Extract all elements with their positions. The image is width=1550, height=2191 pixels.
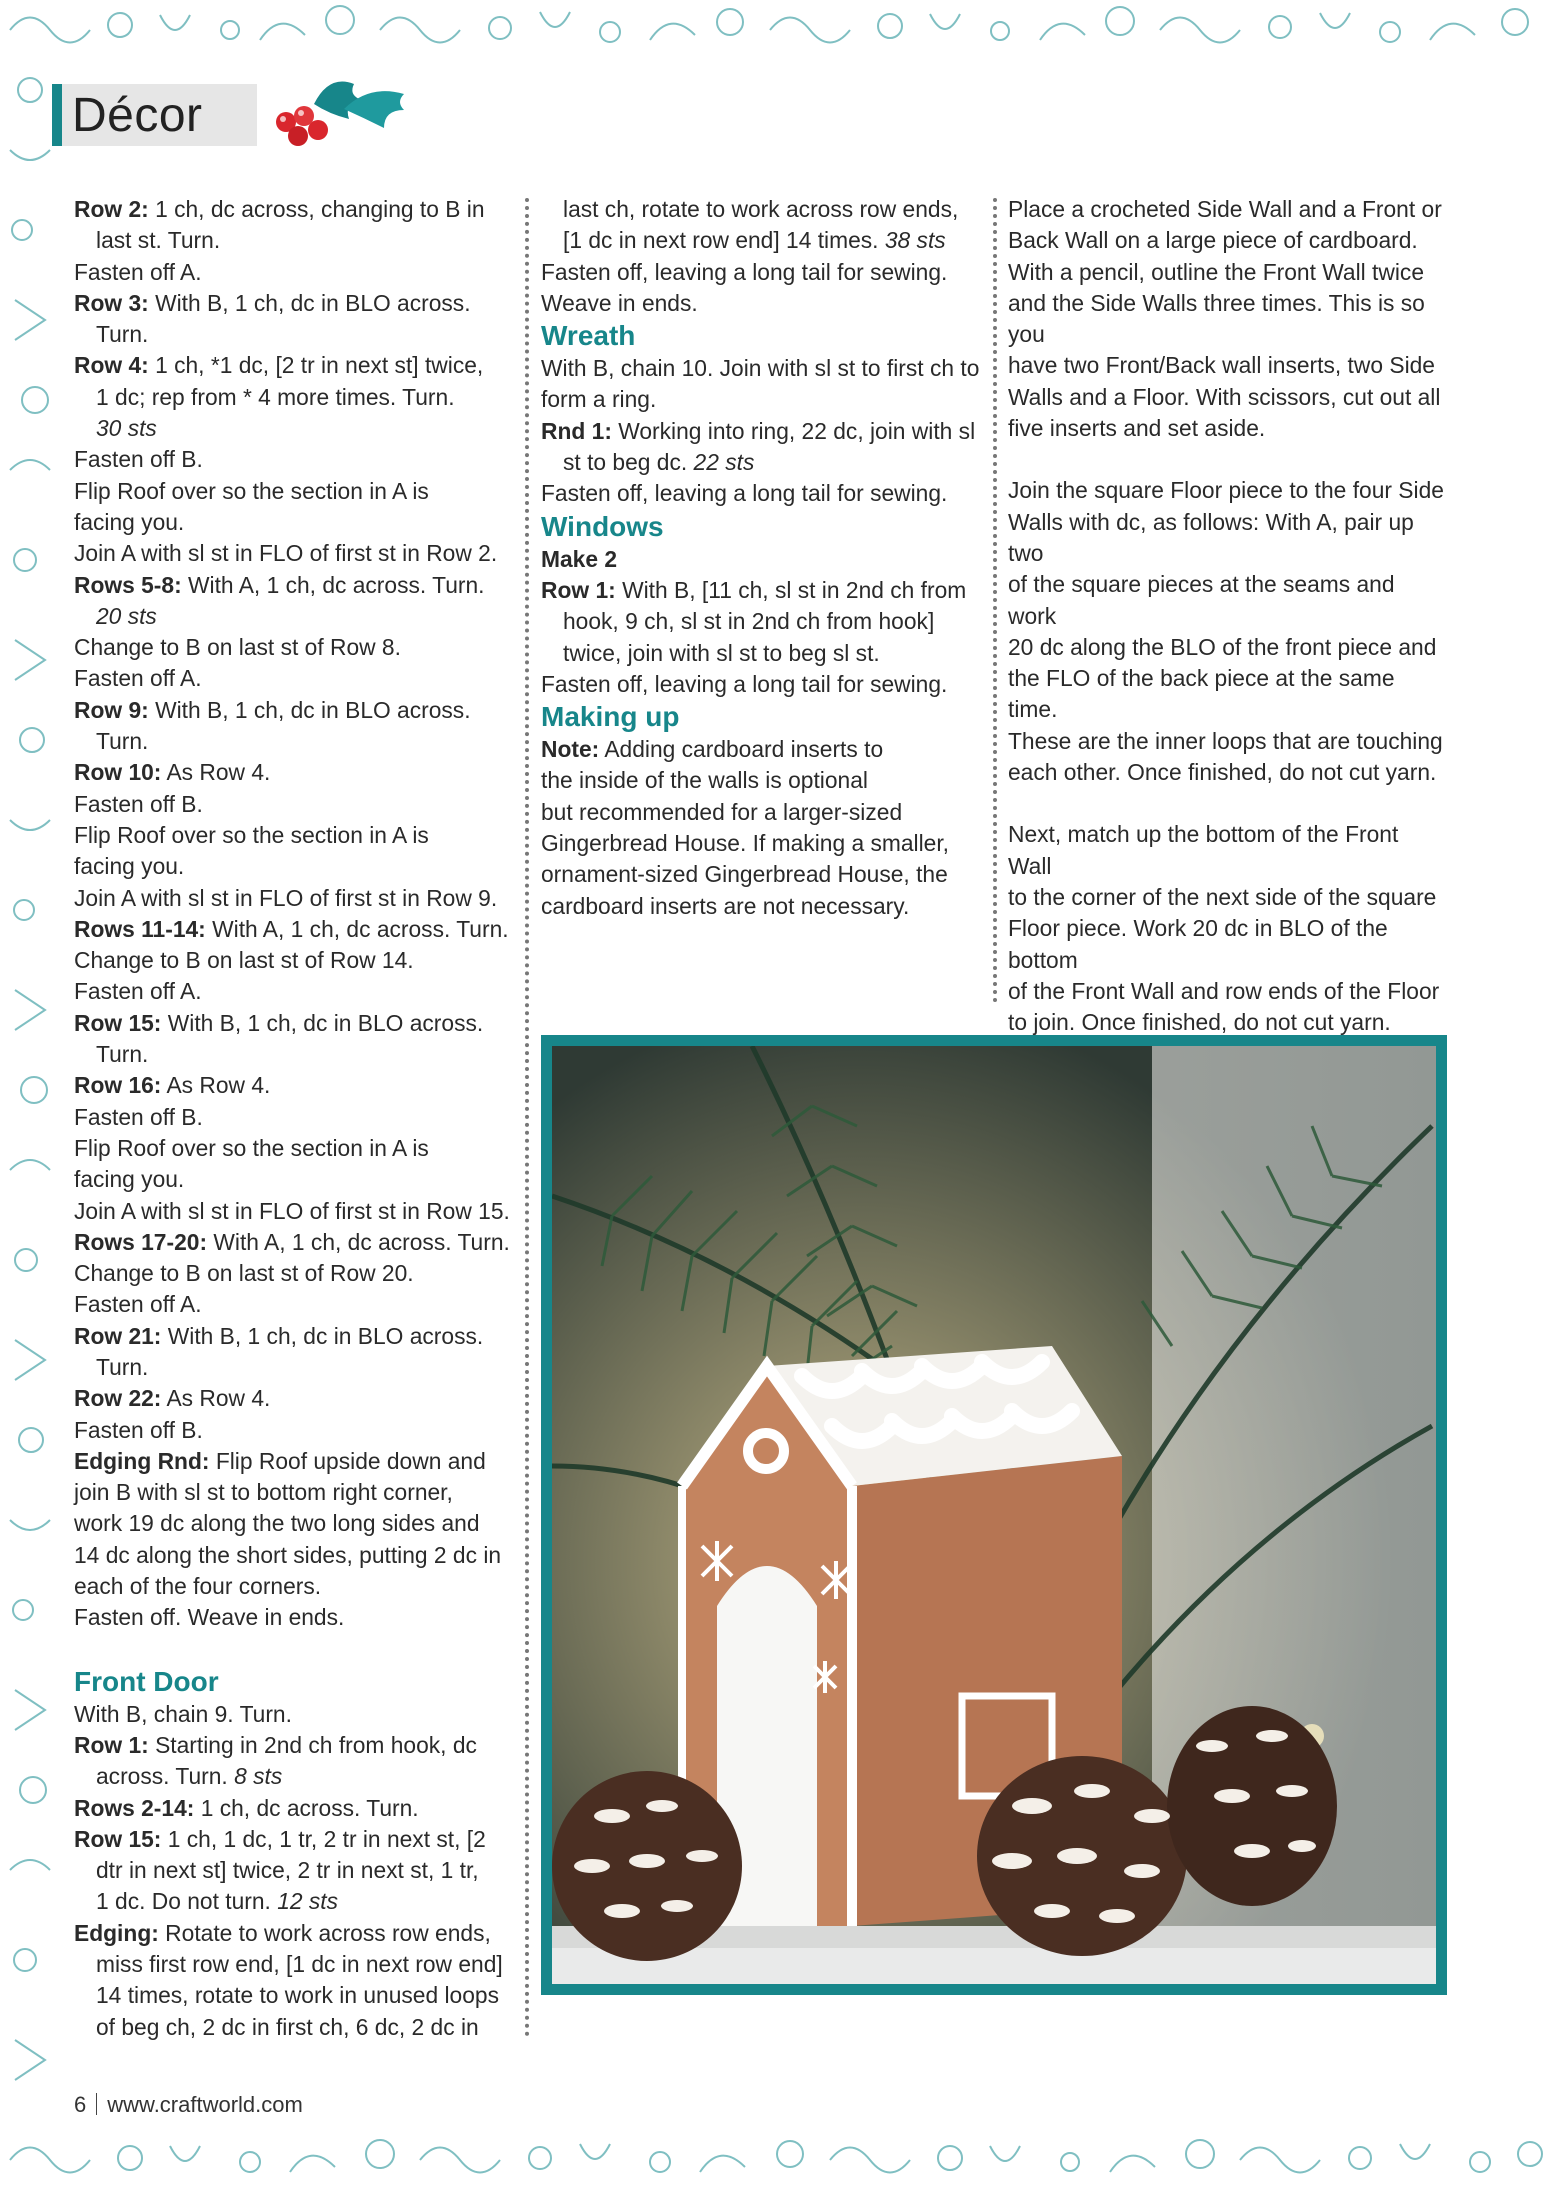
pattern-line bbox=[74, 663, 514, 694]
instruction-text: facing you. bbox=[74, 1166, 185, 1193]
pattern-line bbox=[541, 544, 981, 575]
pattern-line bbox=[74, 1730, 514, 1761]
instruction-text: With B, chain 9. Turn. bbox=[74, 1700, 292, 1727]
pattern-line bbox=[74, 1918, 514, 1949]
pattern-line bbox=[74, 632, 514, 663]
pattern-line bbox=[74, 444, 514, 475]
pattern-line bbox=[541, 765, 981, 796]
holly-icon bbox=[274, 64, 414, 164]
pattern-line bbox=[74, 789, 514, 820]
pattern-line bbox=[1008, 413, 1448, 444]
instruction-text: Floor piece. Work 20 dc in BLO of the bottom bbox=[1008, 915, 1388, 973]
pattern-line bbox=[541, 828, 981, 859]
pattern-line bbox=[1008, 976, 1448, 1007]
instruction-text: 1 ch, dc across, changing to B in bbox=[148, 196, 485, 222]
gingerbread-house-illustration bbox=[552, 1046, 1436, 1984]
pattern-line bbox=[74, 1793, 514, 1824]
pattern-line bbox=[74, 570, 514, 601]
pattern-line bbox=[1008, 819, 1448, 882]
pattern-line bbox=[74, 2012, 514, 2043]
instruction-text: 20 sts bbox=[96, 602, 157, 629]
pattern-line bbox=[541, 257, 981, 288]
pattern-line bbox=[74, 976, 514, 1007]
pattern-line bbox=[1008, 569, 1448, 632]
instruction-text: facing you. bbox=[74, 853, 185, 880]
instruction-label: Row 4: bbox=[74, 352, 149, 379]
instruction-label: Edging: bbox=[74, 1919, 159, 1946]
instruction-text: Back Wall on a large piece of cardboard. bbox=[1008, 227, 1418, 254]
section-heading: Wreath bbox=[541, 320, 636, 352]
pattern-line bbox=[74, 757, 514, 788]
pattern-line bbox=[74, 1289, 514, 1320]
instruction-text: Walls and a Floor. With scissors, cut out all bbox=[1008, 383, 1441, 410]
instruction-text: With a pencil, outline the Front Wall twice bbox=[1008, 258, 1424, 285]
instruction-label: Row 1: bbox=[74, 1731, 149, 1758]
instruction-text: Fasten off B. bbox=[74, 790, 203, 817]
pattern-column-2 bbox=[541, 194, 981, 922]
pattern-line bbox=[74, 1699, 514, 1730]
pattern-line bbox=[541, 797, 981, 828]
pattern-line bbox=[541, 859, 981, 890]
pattern-line bbox=[74, 1949, 514, 1980]
section-heading: Front Door bbox=[74, 1665, 219, 1697]
instruction-text: Change to B on last st of Row 20. bbox=[74, 1260, 414, 1287]
instruction-text: With B, chain 10. Join with sl st to first ch to bbox=[541, 355, 980, 382]
instruction-text: Turn. bbox=[96, 321, 149, 348]
instruction-text: 1 ch, dc across. Turn. bbox=[194, 1794, 419, 1821]
instruction-text: the inside of the walls is optional bbox=[541, 767, 868, 794]
instruction-text: As Row 4. bbox=[161, 759, 271, 786]
instruction-label: Rows 11-14: bbox=[74, 915, 206, 942]
instruction-label: Row 16: bbox=[74, 1072, 162, 1099]
instruction-text: of the Front Wall and row ends of the Floor bbox=[1008, 977, 1440, 1004]
instruction-text: Fasten off B. bbox=[74, 1416, 203, 1443]
pattern-line bbox=[74, 1508, 514, 1539]
pattern-line bbox=[541, 575, 981, 606]
instruction-text: each other. Once finished, do not cut yarn. bbox=[1008, 759, 1437, 786]
pattern-line bbox=[74, 1383, 514, 1414]
instruction-text: Join A with sl st in FLO of first st in Row 9. bbox=[74, 884, 498, 911]
pattern-line bbox=[74, 1855, 514, 1886]
instruction-text: last ch, rotate to work across row ends, bbox=[563, 196, 959, 222]
pattern-line bbox=[541, 384, 981, 415]
instruction-text: Fasten off A. bbox=[74, 258, 202, 285]
instruction-text: Flip Roof over so the section in A is bbox=[74, 1134, 429, 1161]
pattern-line bbox=[1008, 726, 1448, 757]
instruction-text: Fasten off B. bbox=[74, 1103, 203, 1130]
instruction-text: Weave in ends. bbox=[541, 289, 698, 316]
instruction-text: join B with sl st to bottom right corner, bbox=[74, 1479, 453, 1506]
swirl-pattern-icon bbox=[0, 0, 1550, 60]
instruction-text: last st. Turn. bbox=[96, 227, 221, 254]
instruction-text: 1 dc; rep from * 4 more times. Turn. bbox=[96, 383, 455, 410]
instruction-text: Rotate to work across row ends, bbox=[158, 1919, 491, 1946]
instruction-text: form a ring. bbox=[541, 386, 657, 413]
section-heading: Making up bbox=[541, 701, 680, 733]
pattern-line bbox=[74, 1070, 514, 1101]
instruction-text: With A, 1 ch, dc across. Turn. bbox=[207, 1228, 510, 1255]
pattern-line bbox=[541, 225, 981, 256]
instruction-text: 1 dc. Do not turn. bbox=[96, 1888, 278, 1915]
instruction-label: Row 22: bbox=[74, 1385, 162, 1412]
pattern-line bbox=[541, 288, 981, 319]
pattern-line bbox=[541, 638, 981, 669]
pattern-line bbox=[74, 820, 514, 851]
instruction-text: Fasten off. Weave in ends. bbox=[74, 1604, 345, 1631]
swirl-pattern-icon bbox=[0, 2128, 1550, 2191]
pattern-line bbox=[74, 1321, 514, 1352]
instruction-text: ornament-sized Gingerbread House, the bbox=[541, 861, 948, 888]
instruction-label: Note: bbox=[541, 736, 600, 763]
pattern-line bbox=[74, 1258, 514, 1289]
instruction-text: 1 ch, 1 dc, 1 tr, 2 tr in next st, [2 bbox=[161, 1825, 486, 1852]
instruction-text: to the corner of the next side of the square bbox=[1008, 883, 1437, 910]
instruction-text: 30 sts bbox=[96, 415, 157, 442]
stitch-count: 12 sts bbox=[277, 1888, 339, 1915]
instruction-text: Flip Roof over so the section in A is bbox=[74, 821, 429, 848]
pattern-line bbox=[1008, 194, 1448, 225]
pattern-line bbox=[74, 194, 514, 225]
paragraph-gap bbox=[1008, 444, 1448, 475]
page-footer bbox=[74, 2092, 303, 2118]
instruction-text: miss first row end, [1 dc in next row end] bbox=[96, 1951, 503, 1978]
pattern-line bbox=[74, 476, 514, 507]
pattern-line bbox=[74, 914, 514, 945]
instruction-text: These are the inner loops that are touching bbox=[1008, 727, 1443, 754]
pattern-line bbox=[1008, 882, 1448, 913]
instruction-text: Turn. bbox=[96, 728, 149, 755]
pattern-line bbox=[74, 1886, 514, 1917]
pattern-line bbox=[1008, 507, 1448, 570]
left-decorative-border bbox=[0, 0, 62, 2191]
pattern-line bbox=[1008, 1007, 1448, 1038]
instruction-text: 20 dc along the BLO of the front piece and bbox=[1008, 633, 1437, 660]
instruction-text: Fasten off A. bbox=[74, 665, 202, 692]
instruction-text: Fasten off A. bbox=[74, 978, 202, 1005]
instruction-text: With B, 1 ch, dc in BLO across. bbox=[161, 1009, 484, 1036]
pattern-line bbox=[541, 447, 981, 478]
instruction-text: twice, join with sl st to beg sl st. bbox=[563, 639, 880, 666]
instruction-text: Change to B on last st of Row 14. bbox=[74, 947, 414, 974]
instruction-text: have two Front/Back wall inserts, two Side bbox=[1008, 352, 1435, 379]
instruction-text: work 19 dc along the two long sides and bbox=[74, 1510, 480, 1537]
pattern-line bbox=[74, 382, 514, 413]
pattern-line bbox=[74, 695, 514, 726]
gingerbread-house-photo bbox=[541, 1035, 1447, 1995]
instruction-text: With B, 1 ch, dc in BLO across. bbox=[148, 289, 471, 316]
pattern-line bbox=[541, 891, 981, 922]
instruction-text: Fasten off, leaving a long tail for sewing. bbox=[541, 480, 948, 507]
instruction-text: With A, 1 ch, dc across. Turn. bbox=[181, 571, 485, 598]
bottom-decorative-border bbox=[0, 2128, 1550, 2191]
instruction-text: With B, [11 ch, sl st in 2nd ch from bbox=[615, 576, 967, 603]
top-decorative-border bbox=[0, 0, 1550, 60]
stitch-count: 22 sts bbox=[693, 449, 755, 476]
footer-divider bbox=[96, 2093, 97, 2115]
section-title: Décor bbox=[72, 89, 203, 142]
pattern-line bbox=[74, 726, 514, 757]
instruction-text: but recommended for a larger-sized bbox=[541, 798, 903, 825]
instruction-text: five inserts and set aside. bbox=[1008, 415, 1266, 442]
instruction-text: As Row 4. bbox=[161, 1072, 271, 1099]
pattern-line bbox=[74, 601, 514, 632]
pattern-line bbox=[1008, 288, 1448, 351]
pattern-line bbox=[541, 734, 981, 765]
instruction-text: 14 times, rotate to work in unused loops bbox=[96, 1982, 499, 2009]
instruction-label: Row 2: bbox=[74, 196, 149, 222]
instruction-text: of beg ch, 2 dc in first ch, 6 dc, 2 dc in bbox=[96, 2013, 479, 2040]
stitch-count: 38 sts bbox=[884, 227, 946, 254]
instruction-text: Turn. bbox=[96, 1353, 149, 1380]
pattern-line bbox=[1008, 663, 1448, 726]
pattern-line bbox=[1008, 350, 1448, 381]
instruction-label: Row 10: bbox=[74, 759, 162, 786]
ornament-pattern-icon bbox=[0, 0, 62, 2191]
instruction-label: Row 21: bbox=[74, 1322, 162, 1349]
pattern-line bbox=[74, 1102, 514, 1133]
instruction-text: each of the four corners. bbox=[74, 1573, 322, 1600]
instruction-text: Flip Roof upside down and bbox=[209, 1447, 486, 1474]
pattern-line bbox=[74, 538, 514, 569]
instruction-label: Rows 17-20: bbox=[74, 1228, 208, 1255]
pattern-line bbox=[74, 1227, 514, 1258]
pattern-line bbox=[74, 851, 514, 882]
instruction-text: As Row 4. bbox=[161, 1385, 271, 1412]
pattern-line bbox=[541, 606, 981, 637]
instruction-label: Rows 5-8: bbox=[74, 571, 182, 598]
instruction-label: Row 15: bbox=[74, 1825, 162, 1852]
instruction-label: Row 3: bbox=[74, 289, 149, 316]
instruction-text: Working into ring, 22 dc, join with sl bbox=[611, 417, 976, 444]
pattern-line bbox=[74, 507, 514, 538]
pattern-line bbox=[74, 945, 514, 976]
section-heading: Windows bbox=[541, 510, 664, 542]
page-number: 6 bbox=[74, 2092, 87, 2117]
instruction-label: Edging Rnd: bbox=[74, 1447, 210, 1474]
pattern-line bbox=[74, 1164, 514, 1195]
pattern-line bbox=[74, 1824, 514, 1855]
section-header bbox=[52, 84, 370, 148]
instruction-text: [1 dc in next row end] 14 times. bbox=[563, 227, 885, 254]
pattern-line bbox=[541, 416, 981, 447]
instruction-text: st to beg dc. bbox=[563, 449, 694, 476]
instruction-text: With B, 1 ch, dc in BLO across. bbox=[148, 696, 471, 723]
instruction-text: Change to B on last st of Row 8. bbox=[74, 634, 401, 661]
pattern-line bbox=[541, 353, 981, 384]
pattern-line bbox=[74, 413, 514, 444]
pattern-line bbox=[74, 883, 514, 914]
instruction-text: Place a crocheted Side Wall and a Front or bbox=[1008, 196, 1442, 222]
instruction-text: across. Turn. bbox=[96, 1763, 235, 1790]
pattern-line bbox=[74, 1008, 514, 1039]
instruction-text: facing you. bbox=[74, 508, 185, 535]
pattern-line bbox=[1008, 632, 1448, 663]
paragraph-gap bbox=[1008, 788, 1448, 819]
pattern-line bbox=[74, 1540, 514, 1571]
instruction-text: 1 ch, *1 dc, [2 tr in next st] twice, bbox=[148, 352, 484, 379]
pattern-line bbox=[74, 1477, 514, 1508]
pattern-line bbox=[74, 1446, 514, 1477]
instruction-text: Join A with sl st in FLO of first st in Row 2. bbox=[74, 540, 498, 567]
instruction-text: Fasten off, leaving a long tail for sewing. bbox=[541, 670, 948, 697]
instruction-text: With B, 1 ch, dc in BLO across. bbox=[161, 1322, 484, 1349]
instruction-text: Fasten off, leaving a long tail for sewing. bbox=[541, 258, 948, 285]
pattern-line bbox=[74, 1761, 514, 1792]
instruction-label: Make 2 bbox=[541, 545, 618, 572]
instruction-text: Join A with sl st in FLO of first st in Row 15. bbox=[74, 1197, 510, 1224]
pattern-line bbox=[541, 478, 981, 509]
pattern-line bbox=[74, 288, 514, 319]
pattern-line bbox=[1008, 475, 1448, 506]
pattern-line bbox=[74, 1980, 514, 2011]
instruction-text: the FLO of the back piece at the same time. bbox=[1008, 665, 1395, 723]
instruction-text: Gingerbread House. If making a smaller, bbox=[541, 830, 950, 857]
instruction-text: cardboard inserts are not necessary. bbox=[541, 892, 910, 919]
pattern-line bbox=[74, 257, 514, 288]
instruction-label: Rnd 1: bbox=[541, 417, 612, 444]
pattern-column-1 bbox=[74, 194, 514, 2043]
pattern-line bbox=[74, 319, 514, 350]
instruction-text: Adding cardboard inserts to bbox=[599, 736, 884, 763]
column-divider bbox=[525, 198, 529, 2038]
instruction-text: With A, 1 ch, dc across. Turn. bbox=[205, 915, 509, 942]
pattern-line bbox=[74, 1571, 514, 1602]
pattern-line bbox=[74, 1352, 514, 1383]
pattern-line bbox=[74, 1196, 514, 1227]
instruction-label: Row 9: bbox=[74, 696, 149, 723]
instruction-text: Starting in 2nd ch from hook, dc bbox=[148, 1731, 477, 1758]
pattern-line bbox=[541, 669, 981, 700]
pattern-line bbox=[74, 1039, 514, 1070]
instruction-label: Row 1: bbox=[541, 576, 616, 603]
instruction-text: hook, 9 ch, sl st in 2nd ch from hook] bbox=[563, 608, 935, 635]
instruction-text: to join. Once finished, do not cut yarn. bbox=[1008, 1009, 1391, 1036]
instruction-text: 14 dc along the short sides, putting 2 dc in bbox=[74, 1541, 502, 1568]
pattern-line bbox=[1008, 257, 1448, 288]
pattern-line bbox=[74, 1133, 514, 1164]
pattern-line bbox=[1008, 913, 1448, 976]
instruction-text: Flip Roof over so the section in A is bbox=[74, 477, 429, 504]
instruction-text: Fasten off A. bbox=[74, 1291, 202, 1318]
column-divider bbox=[993, 198, 997, 1003]
instruction-text: and the Side Walls three times. This is so you bbox=[1008, 289, 1425, 348]
paragraph-gap bbox=[74, 1634, 514, 1665]
instruction-text: Join the square Floor piece to the four Side bbox=[1008, 477, 1444, 504]
instruction-label: Rows 2-14: bbox=[74, 1794, 195, 1821]
instruction-text: Walls with dc, as follows: With A, pair up two bbox=[1008, 508, 1414, 566]
instruction-text: of the square pieces at the seams and work bbox=[1008, 571, 1395, 629]
stitch-count: 8 sts bbox=[234, 1763, 283, 1790]
pattern-line bbox=[74, 225, 514, 256]
pattern-line bbox=[1008, 382, 1448, 413]
instruction-text: Fasten off B. bbox=[74, 446, 203, 473]
instruction-label: Row 15: bbox=[74, 1009, 162, 1036]
pattern-line bbox=[1008, 757, 1448, 788]
website-link[interactable]: www.craftworld.com bbox=[107, 2092, 303, 2117]
pattern-line bbox=[541, 194, 981, 225]
pattern-line bbox=[1008, 225, 1448, 256]
pattern-line bbox=[74, 350, 514, 381]
instruction-text: Turn. bbox=[96, 1041, 149, 1068]
pattern-line bbox=[74, 1415, 514, 1446]
pattern-line bbox=[74, 1602, 514, 1633]
instruction-text: Next, match up the bottom of the Front Wall bbox=[1008, 821, 1399, 879]
instruction-text: dtr in next st] twice, 2 tr in next st, 1 tr, bbox=[96, 1857, 479, 1884]
